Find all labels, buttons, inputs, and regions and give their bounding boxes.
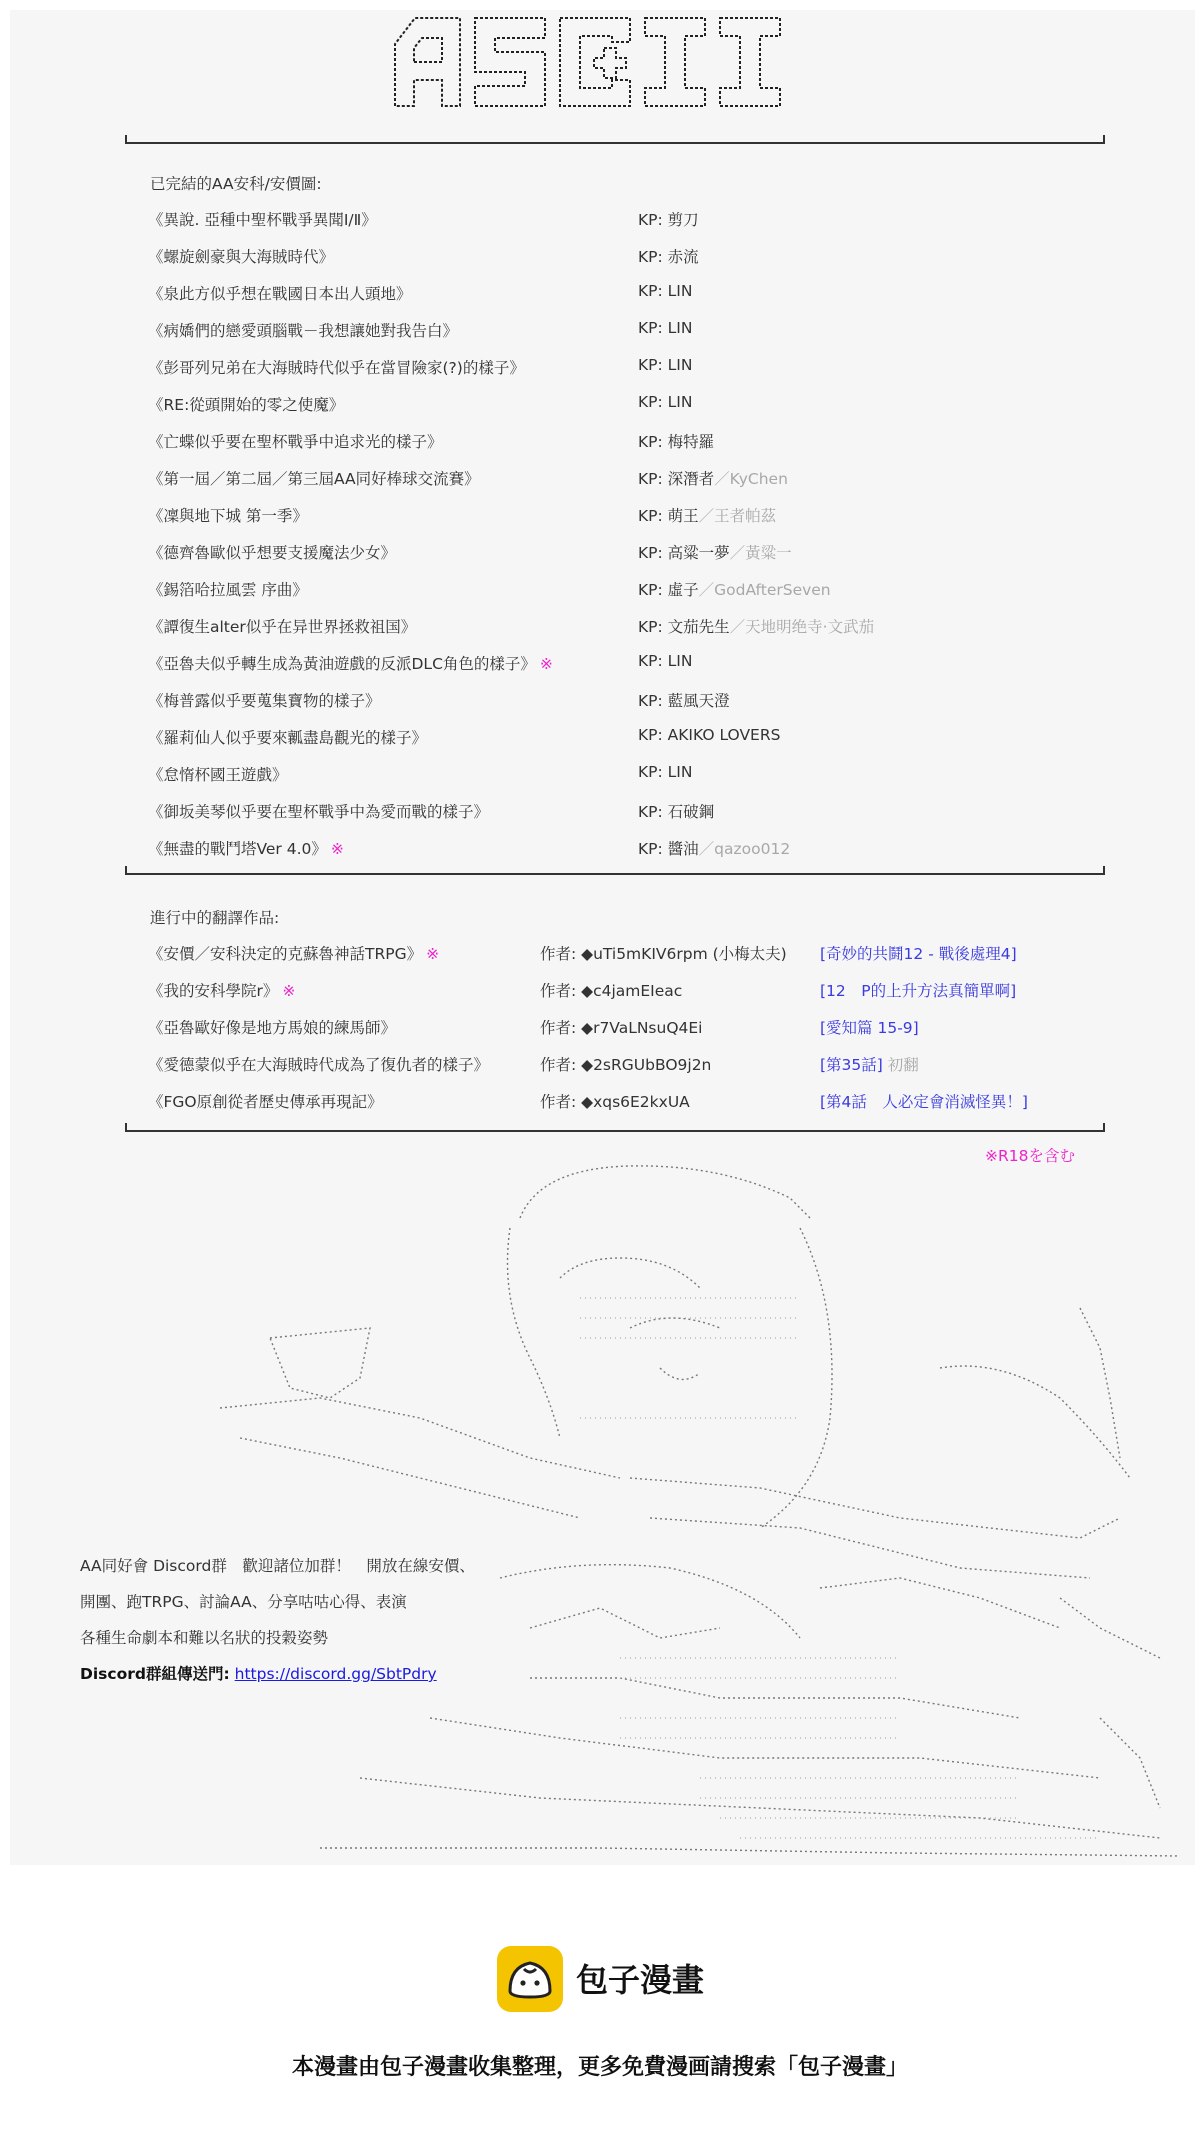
- ongoing-item: [148, 1016, 1098, 1046]
- kp-alias: ／GodAfterSeven: [698, 581, 831, 599]
- ongoing-item: [148, 1053, 1098, 1083]
- discord-line-3: 各種生命劇本和難以名狀的投穀姿勢: [80, 1629, 329, 1647]
- completed-title: 《錫箔哈拉風雲 序曲》: [148, 581, 308, 599]
- ongoing-latest-chapter-link[interactable]: [愛知篇 15-9]: [820, 1019, 919, 1037]
- ongoing-heading: 進行中的翻譯作品:: [150, 909, 280, 927]
- discord-line-1: AA同好會 Discord群 歡迎諸位加群！ 開放在線安價、: [80, 1557, 475, 1575]
- completed-title: 《御坂美琴似乎要在聖杯戰爭中為愛而戰的樣子》: [148, 803, 490, 821]
- r18-mark: ※: [282, 982, 296, 1000]
- completed-item: [148, 689, 1098, 719]
- completed-item: [148, 541, 1098, 571]
- completed-item: [148, 615, 1098, 645]
- completed-kp: KP: LIN: [638, 393, 693, 411]
- completed-item: [148, 356, 1098, 386]
- kp-alias: ／qazoo012: [698, 840, 791, 858]
- ongoing-author: 作者: ◆c4jamEIeac: [540, 982, 683, 1000]
- discord-invite-link[interactable]: https://discord.gg/SbtPdry: [234, 1665, 437, 1683]
- completed-kp: KP: 深潛者／KyChen: [638, 470, 788, 488]
- ongoing-item: [148, 979, 1098, 1009]
- divider-top: [125, 142, 1105, 144]
- completed-title: 《梅普露似乎要蒐集寶物的樣子》: [148, 692, 381, 710]
- completed-title: 《泉此方似乎想在戰國日本出人頭地》: [148, 285, 412, 303]
- completed-title: 《羅莉仙人似乎要來瓤盡島觀光的樣子》: [148, 729, 428, 747]
- completed-item: [148, 652, 1098, 682]
- baozi-logo-icon: [496, 1945, 564, 2013]
- completed-kp: KP: 文茄先生／天地明绝寺·文武茄: [638, 618, 875, 636]
- completed-title: 《螺旋劍豪與大海賊時代》: [148, 248, 335, 266]
- completed-title: 《亡蝶似乎要在聖杯戰爭中追求光的樣子》: [148, 433, 443, 451]
- ongoing-latest-chapter-link[interactable]: [第4話 人必定會消滅怪異！]: [820, 1093, 1028, 1111]
- ascii-art-illustration: [200, 1158, 1190, 1858]
- completed-kp: KP: 醬油／qazoo012: [638, 840, 791, 858]
- completed-title: 《異說. 亞種中聖杯戰爭異聞Ⅰ/Ⅱ》: [148, 211, 377, 229]
- r18-note: ※R18を含む: [985, 1147, 1075, 1165]
- completed-kp: KP: AKIKO LOVERS: [638, 726, 781, 744]
- completed-title: 《病嬌們的戀愛頭腦戰－我想讓她對我告白》: [148, 322, 459, 340]
- completed-kp: KP: LIN: [638, 763, 693, 781]
- completed-item: [148, 763, 1098, 793]
- completed-kp: KP: 梅特羅: [638, 433, 715, 451]
- completed-kp: KP: 虛子／GodAfterSeven: [638, 581, 831, 599]
- completed-item: [148, 800, 1098, 830]
- completed-kp: KP: 藍風天澄: [638, 692, 730, 710]
- completed-item: [148, 504, 1098, 534]
- completed-item: [148, 467, 1098, 497]
- completed-kp: KP: LIN: [638, 319, 693, 337]
- completed-item: [148, 245, 1098, 275]
- completed-item: [148, 726, 1098, 756]
- ongoing-title: 《亞魯歐好像是地方馬娘的練馬師》: [148, 1019, 397, 1037]
- footer-notice: 本漫畫由包子漫畫收集整理，更多免費漫画請搜索「包子漫畫」: [291, 2055, 908, 2080]
- completed-kp: KP: 剪刀: [638, 211, 699, 229]
- divider-middle: [125, 873, 1105, 875]
- r18-mark: ※: [539, 655, 553, 673]
- divider-bottom: [125, 1130, 1105, 1132]
- completed-kp: KP: 高粱一夢／黃粱一: [638, 544, 792, 562]
- ongoing-item: [148, 942, 1098, 972]
- ongoing-title: 《愛德蒙似乎在大海賊時代成為了復仇者的樣子》: [148, 1056, 490, 1074]
- ongoing-item: [148, 1090, 1098, 1120]
- completed-item: [148, 319, 1098, 349]
- completed-kp: KP: 石破鋼: [638, 803, 715, 821]
- discord-line-2: 開團、跑TRPG、討論AA、分享咕咕心得、表演: [80, 1593, 407, 1611]
- completed-item: [148, 208, 1098, 238]
- completed-title: 《德齊魯歐似乎想要支援魔法少女》: [148, 544, 397, 562]
- completed-title: 《彭哥列兄弟在大海賊時代似乎在當冒險家(?)的樣子》: [148, 359, 525, 377]
- ongoing-author: 作者: ◆r7VaLNsuQ4Ei: [540, 1019, 703, 1037]
- completed-title: 《RE:從頭開始的零之使魔》: [148, 396, 345, 414]
- kp-alias: ／王者帕茲: [698, 507, 777, 525]
- discord-link-label: Discord群組傳送門:: [80, 1665, 230, 1683]
- discord-link-row: [80, 1656, 500, 1692]
- ongoing-title: 《FGO原創從者歷史傳承再現記》: [148, 1093, 383, 1111]
- completed-title: 《怠惰杯國王遊戲》: [148, 766, 288, 784]
- kp-alias: ／KyChen: [714, 470, 788, 488]
- ongoing-title: 《安價／安科決定的克蘇魯神話TRPG》 ※: [148, 945, 440, 963]
- ascii-logo: [390, 14, 810, 110]
- completed-heading: 已完結的AA安科/安價圖:: [150, 175, 322, 193]
- ongoing-latest-chapter-link[interactable]: [第35話] 初翻: [820, 1056, 919, 1074]
- kp-alias: ／黃粱一: [729, 544, 792, 562]
- completed-kp: KP: 赤流: [638, 248, 699, 266]
- completed-item: [148, 837, 1098, 867]
- completed-item: [148, 393, 1098, 423]
- completed-item: [148, 430, 1098, 460]
- completed-kp: KP: LIN: [638, 652, 693, 670]
- completed-title: 《譚復生alter似乎在异世界拯救祖国》: [148, 618, 417, 636]
- ongoing-author: 作者: ◆uTi5mKIV6rpm (小梅太夫): [540, 945, 787, 963]
- discord-promo: [80, 1548, 500, 1692]
- ongoing-title: 《我的安科學院r》 ※: [148, 982, 296, 1000]
- r18-mark: ※: [330, 840, 344, 858]
- completed-item: [148, 578, 1098, 608]
- ongoing-author: 作者: ◆2sRGUbBO9j2n: [540, 1056, 712, 1074]
- chapter-note: 初翻: [887, 1056, 919, 1074]
- completed-kp: KP: LIN: [638, 356, 693, 374]
- completed-title: 《亞魯夫似乎轉生成為黃油遊戲的反派DLC角色的樣子》 ※: [148, 655, 553, 673]
- completed-title: 《無盡的戰鬥塔Ver 4.0》 ※: [148, 840, 344, 858]
- kp-alias: ／天地明绝寺·文武茄: [729, 618, 875, 636]
- ongoing-author: 作者: ◆xqs6E2kxUA: [540, 1093, 690, 1111]
- completed-title: 《凜與地下城 第一季》: [148, 507, 308, 525]
- brand-name: 包子漫畫: [576, 1961, 705, 1999]
- completed-item: [148, 282, 1098, 312]
- r18-mark: ※: [426, 945, 440, 963]
- ongoing-latest-chapter-link[interactable]: [12 P的上升方法真簡單啊]: [820, 982, 1017, 1000]
- completed-kp: KP: LIN: [638, 282, 693, 300]
- completed-kp: KP: 萌王／王者帕茲: [638, 507, 777, 525]
- completed-title: 《第一屆／第二屆／第三屆AA同好棒球交流賽》: [148, 470, 480, 488]
- ongoing-latest-chapter-link[interactable]: [奇妙的共鬪12 - 戰後處理4]: [820, 945, 1017, 963]
